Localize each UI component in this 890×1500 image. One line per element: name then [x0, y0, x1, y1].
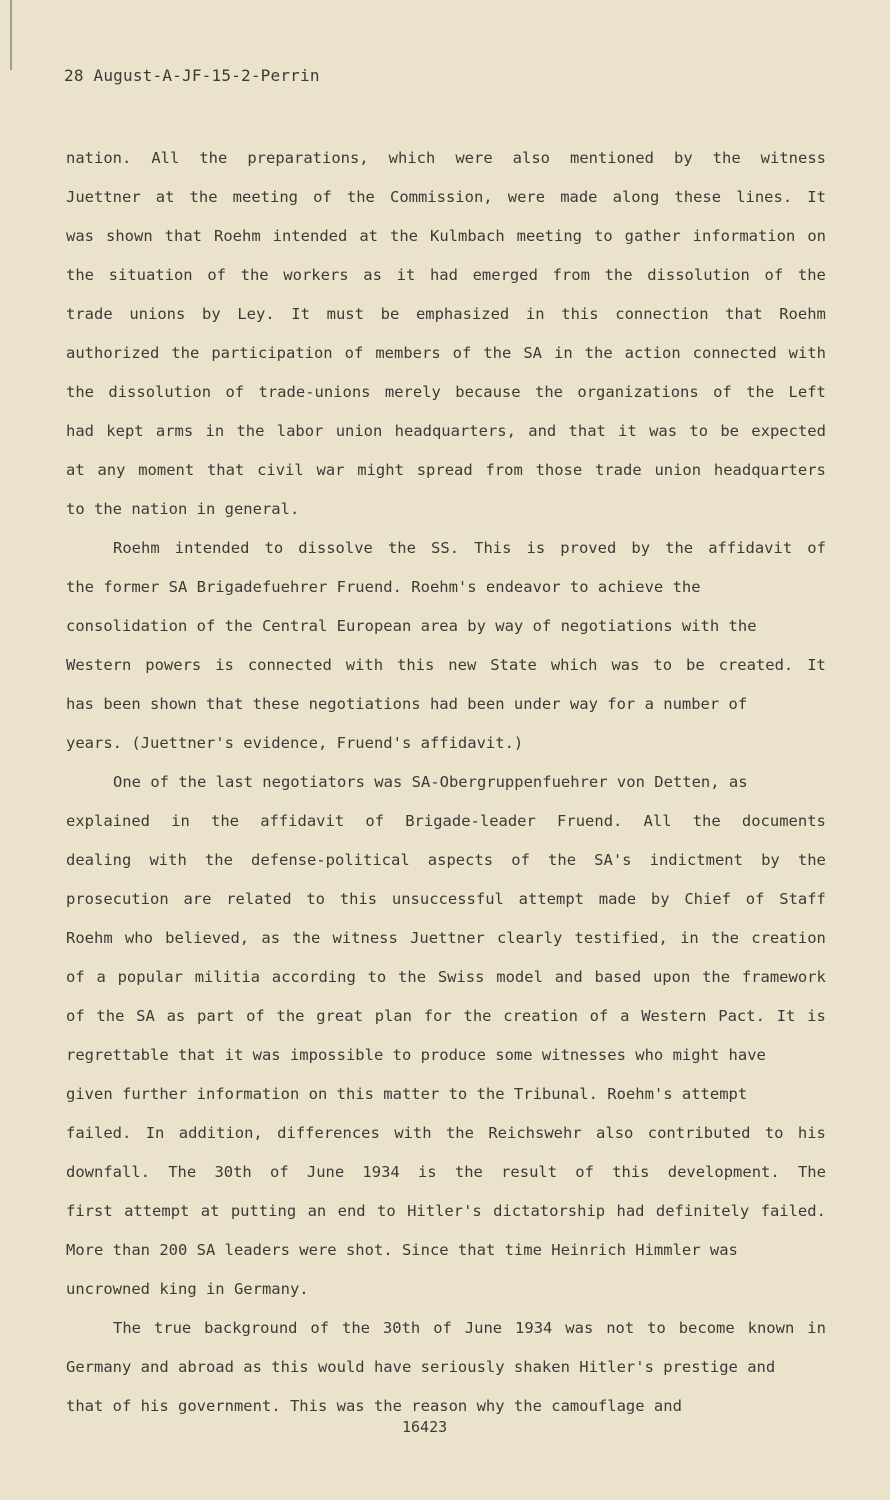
text-line: failed. In addition, differences with the Reichswehr also contributed to his	[66, 1124, 826, 1142]
page-edge-mark	[10, 0, 12, 70]
text-line: uncrowned king in Germany.	[66, 1280, 309, 1298]
text-line: The true background of the 30th of June 1934 was not to become known in	[113, 1319, 826, 1337]
text-line: Juettner at the meeting of the Commission, were made along these lines. It	[66, 188, 826, 206]
document-body	[66, 139, 826, 1426]
text-line: years. (Juettner's evidence, Fruend's affidavit.)	[66, 734, 524, 752]
text-line: at any moment that civil war might spread from those trade union headquarters	[66, 461, 826, 479]
text-line: the situation of the workers as it had emerged from the dissolution of the	[66, 266, 826, 284]
text-line: the dissolution of trade-unions merely because the organizations of the Left	[66, 383, 826, 401]
text-line: Roehm who believed, as the witness Juettner clearly testified, in the creation	[66, 929, 826, 947]
text-line: consolidation of the Central European area by way of negotiations with the	[66, 617, 757, 635]
text-line: first attempt at putting an end to Hitler's dictatorship had definitely failed.	[66, 1202, 826, 1220]
text-line: Roehm intended to dissolve the SS. This is proved by the affidavit of	[113, 539, 826, 557]
text-line: the former SA Brigadefuehrer Fruend. Roehm's endeavor to achieve the	[66, 578, 701, 596]
text-line: had kept arms in the labor union headquarters, and that it was to be expected	[66, 422, 826, 440]
text-line: One of the last negotiators was SA-Obergruppenfuehrer von Detten, as	[113, 773, 748, 791]
page-number: 16423	[402, 1418, 448, 1436]
text-line: has been shown that these negotiations had been under way for a number of	[66, 695, 748, 713]
text-line: prosecution are related to this unsuccessful attempt made by Chief of Staff	[66, 890, 826, 908]
text-line: of a popular militia according to the Swiss model and based upon the framework	[66, 968, 826, 986]
text-line: to the nation in general.	[66, 500, 300, 518]
text-line: given further information on this matter to the Tribunal. Roehm's attempt	[66, 1085, 748, 1103]
text-line: of the SA as part of the great plan for the creation of a Western Pact. It is	[66, 1007, 826, 1025]
text-line: Germany and abroad as this would have seriously shaken Hitler's prestige and	[66, 1358, 776, 1376]
text-line: Western powers is connected with this new State which was to be created. It	[66, 656, 826, 674]
text-line: More than 200 SA leaders were shot. Since that time Heinrich Himmler was	[66, 1241, 738, 1259]
page-header: 28 August-A-JF-15-2-Perrin	[64, 66, 320, 85]
text-line: authorized the participation of members of the SA in the action connected with	[66, 344, 826, 362]
text-line: was shown that Roehm intended at the Kulmbach meeting to gather information on	[66, 227, 826, 245]
text-line: that of his government. This was the reason why the camouflage and	[66, 1397, 682, 1415]
text-line: nation. All the preparations, which were also mentioned by the witness	[66, 149, 826, 167]
text-line: downfall. The 30th of June 1934 is the result of this development. The	[66, 1163, 826, 1181]
text-line: regrettable that it was impossible to produce some witnesses who might have	[66, 1046, 766, 1064]
text-line: dealing with the defense-political aspects of the SA's indictment by the	[66, 851, 826, 869]
text-line: trade unions by Ley. It must be emphasized in this connection that Roehm	[66, 305, 826, 323]
text-line: explained in the affidavit of Brigade-leader Fruend. All the documents	[66, 812, 826, 830]
